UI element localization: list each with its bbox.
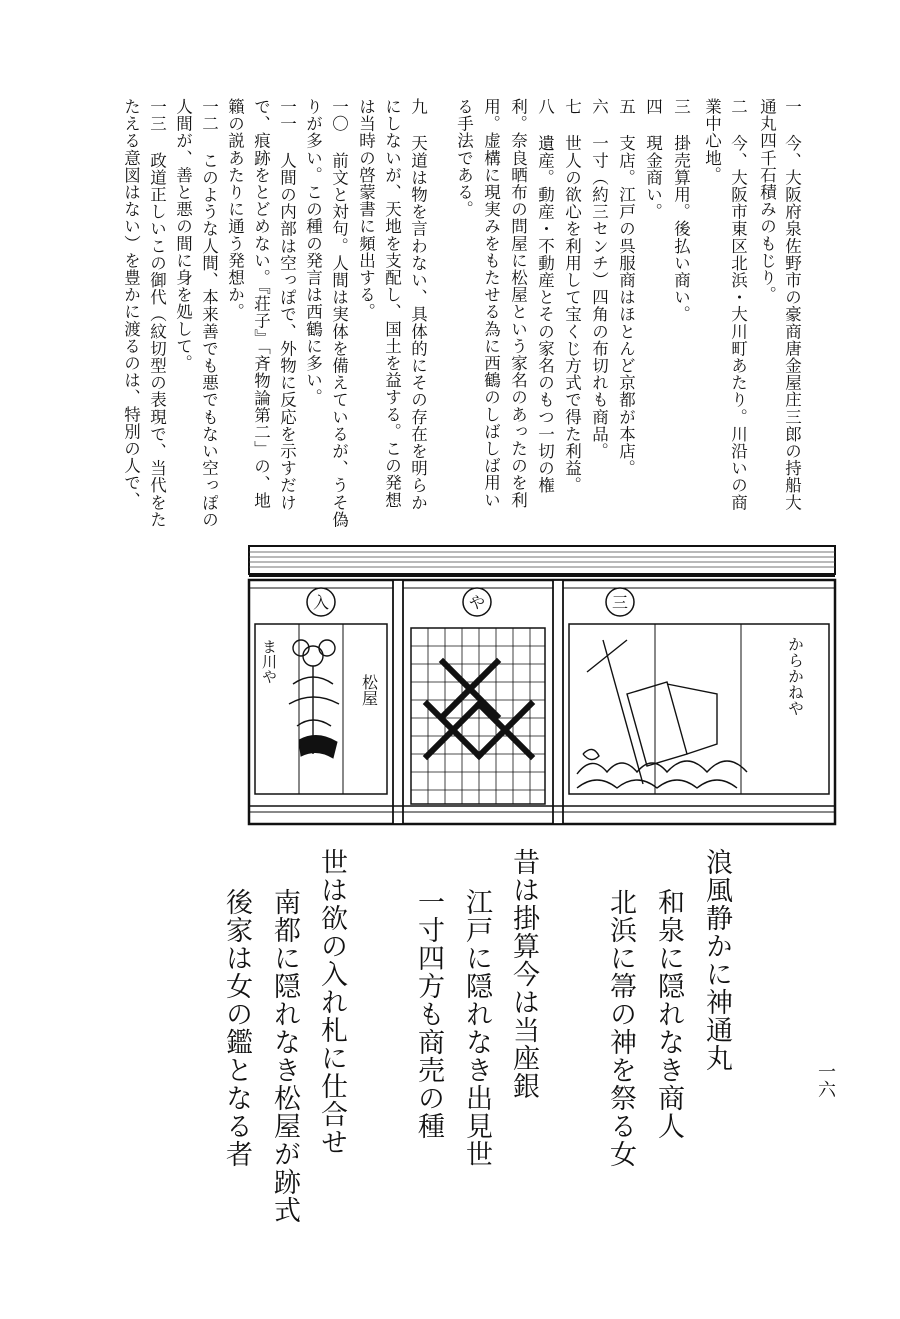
crest-text: 入: [312, 593, 330, 612]
shop-front-illustration: [247, 544, 837, 826]
verse-line: 世は欲の入れ札に仕合せ: [316, 848, 347, 1156]
note-line: 一三 政道正しいこの御代（紋切型の表現で、当代をた: [147, 98, 167, 528]
note-line: 一〇 前文と対句。人間は実体を備えているが、うそ偽: [329, 98, 349, 528]
note-line: りが多い。この種の発言は西鶴に多い。: [303, 98, 323, 406]
verse-line: 江戸に隠れなき出見世: [461, 888, 492, 1168]
note-line: 七 世人の欲心を利用して宝くじ方式で得た利益。: [562, 98, 582, 494]
verse-line: 一寸四方も商売の種: [413, 888, 444, 1140]
note-line: にしないが、天地を支配し、国土を益する。この発想: [382, 98, 402, 509]
note-line: たえる意図はない）を豊かに渡るのは、特別の人で、: [121, 98, 141, 509]
curtain-text: 松屋: [359, 674, 379, 706]
verse-line: 北浜に箒の神を祭る女: [605, 888, 636, 1168]
note-line: 一 今、大阪府泉佐野市の豪商唐金屋庄三郎の持船大: [782, 98, 802, 511]
crest-text: 三: [611, 593, 629, 612]
note-line: 九 天道は物を言わない、具体的にその存在を明らか: [408, 98, 428, 511]
note-line: 六 一寸（約三センチ）四角の布切れも商品。: [589, 98, 609, 460]
note-line: 用。虚構に現実みをもたせる為に西鶴のしばしば用い: [481, 98, 501, 509]
note-line: る手法である。: [454, 98, 474, 218]
curtain-text: ま川や: [260, 639, 278, 684]
note-line: 通丸四千石積みのもじり。: [757, 98, 777, 304]
note-line: で、痕跡をとどめない。『荘子』「斉物論第二」の、地: [251, 98, 271, 509]
note-line: 人間が、善と悪の間に身を処して。: [173, 98, 193, 372]
verse-line: 南都に隠れなき松屋が跡式: [269, 888, 300, 1224]
page-number: 一六: [815, 1062, 836, 1098]
note-line: は当時の啓蒙書に頻出する。: [356, 98, 376, 321]
note-line: 籟の説あたりに通う発想か。: [225, 98, 245, 321]
verse-line: 浪風静かに神通丸: [701, 848, 732, 1072]
note-line: 一一 人間の内部は空っぽで、外物に反応を示すだけ: [277, 98, 297, 511]
note-line: 業中心地。: [702, 98, 722, 184]
curtain-text: からかねや: [785, 636, 805, 716]
note-line: 利。奈良晒布の問屋に松屋という家名のあったのを利: [508, 98, 528, 509]
verse-line: 後家は女の鑑となる者: [221, 888, 252, 1168]
note-line: 八 遺産。動産・不動産とその家名のもつ一切の権: [535, 98, 555, 494]
note-line: 五 支店。江戸の呉服商はほとんど京都が本店。: [616, 98, 636, 477]
crest-text: や: [468, 593, 486, 612]
verse-line: 昔は掛算今は当座銀: [508, 848, 539, 1100]
note-line: 二 今、大阪市東区北浜・大川町あたり。川沿いの商: [728, 98, 748, 511]
note-line: 四 現金商い。: [643, 98, 663, 221]
verse-line: 和泉に隠れなき商人: [653, 888, 684, 1140]
note-line: 三 掛売算用。後払い商い。: [671, 98, 691, 323]
note-line: 一二 このような人間、本来善でも悪でもない空っぽの: [199, 98, 219, 528]
